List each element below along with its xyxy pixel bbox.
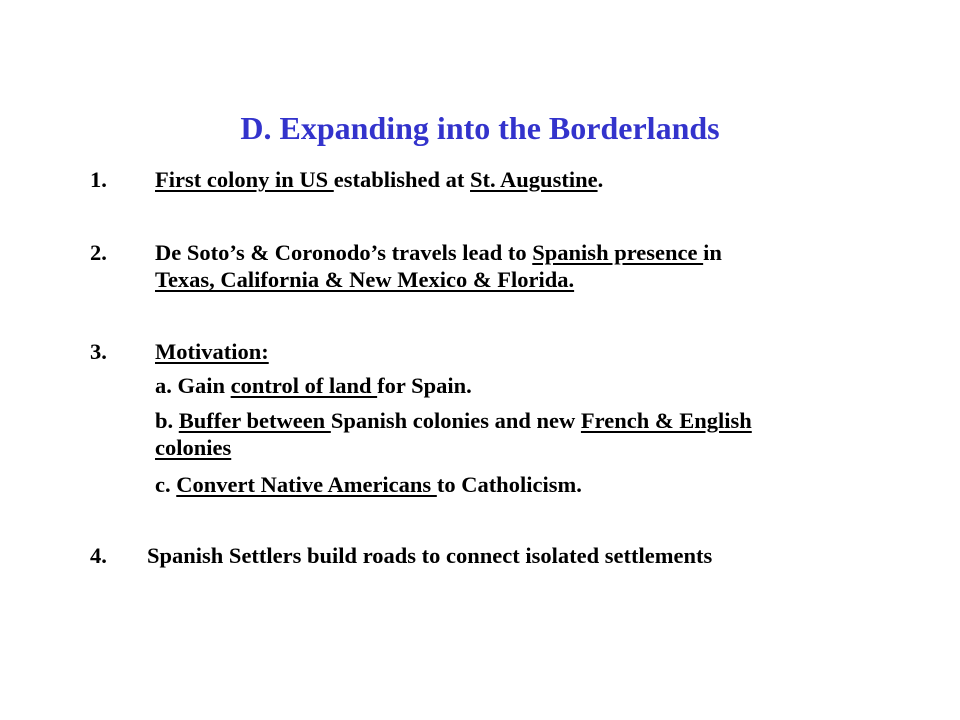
french-english-term: French & English <box>580 408 752 433</box>
colonies-term: colonies <box>155 435 232 460</box>
item-3a-suffix: for Spain. <box>377 373 472 398</box>
item-3-number: 3. <box>90 339 107 364</box>
item-2-line-2 <box>155 268 574 292</box>
buffer-between-term: Buffer between <box>178 408 331 433</box>
item-4-line: Spanish Settlers build roads to connect isolated settlements <box>147 543 713 568</box>
item-3b-line-1 <box>155 409 752 433</box>
item-2-number: 2. <box>90 240 107 265</box>
item-1-period: . <box>597 167 604 192</box>
item-3a-line <box>155 374 472 398</box>
item-3b-middle: Spanish colonies and new <box>330 408 581 433</box>
established-at-text: established at <box>333 167 471 192</box>
st-augustine-term: St. Augustine <box>470 167 598 192</box>
item-1-number: 1. <box>90 167 107 192</box>
item-3a-prefix: a. Gain <box>155 373 231 398</box>
slide-title: D. Expanding into the Borderlands <box>240 110 720 146</box>
spanish-presence-term: Spanish presence <box>532 240 704 265</box>
item-2-in: in <box>703 240 722 265</box>
item-2-line-1 <box>155 241 722 265</box>
item-3c-prefix: c. <box>155 472 177 497</box>
first-colony-term: First colony in US <box>155 167 334 192</box>
motivation-term: Motivation: <box>155 339 269 364</box>
item-2-lead-text: De Soto’s & Coronodo’s travels lead to <box>155 240 533 265</box>
item-3b-prefix: b. <box>155 408 179 433</box>
item-3c-line <box>155 473 582 497</box>
convert-native-americans-term: Convert Native Americans <box>176 472 437 497</box>
places-term: Texas, California & New Mexico & Florida. <box>155 267 575 292</box>
item-3b-line-2 <box>155 436 231 460</box>
item-3c-suffix: to Catholicism. <box>436 472 582 497</box>
item-3-heading <box>155 340 269 364</box>
item-1-line <box>155 168 603 192</box>
item-4-number: 4. <box>90 543 107 568</box>
control-of-land-term: control of land <box>230 373 378 398</box>
